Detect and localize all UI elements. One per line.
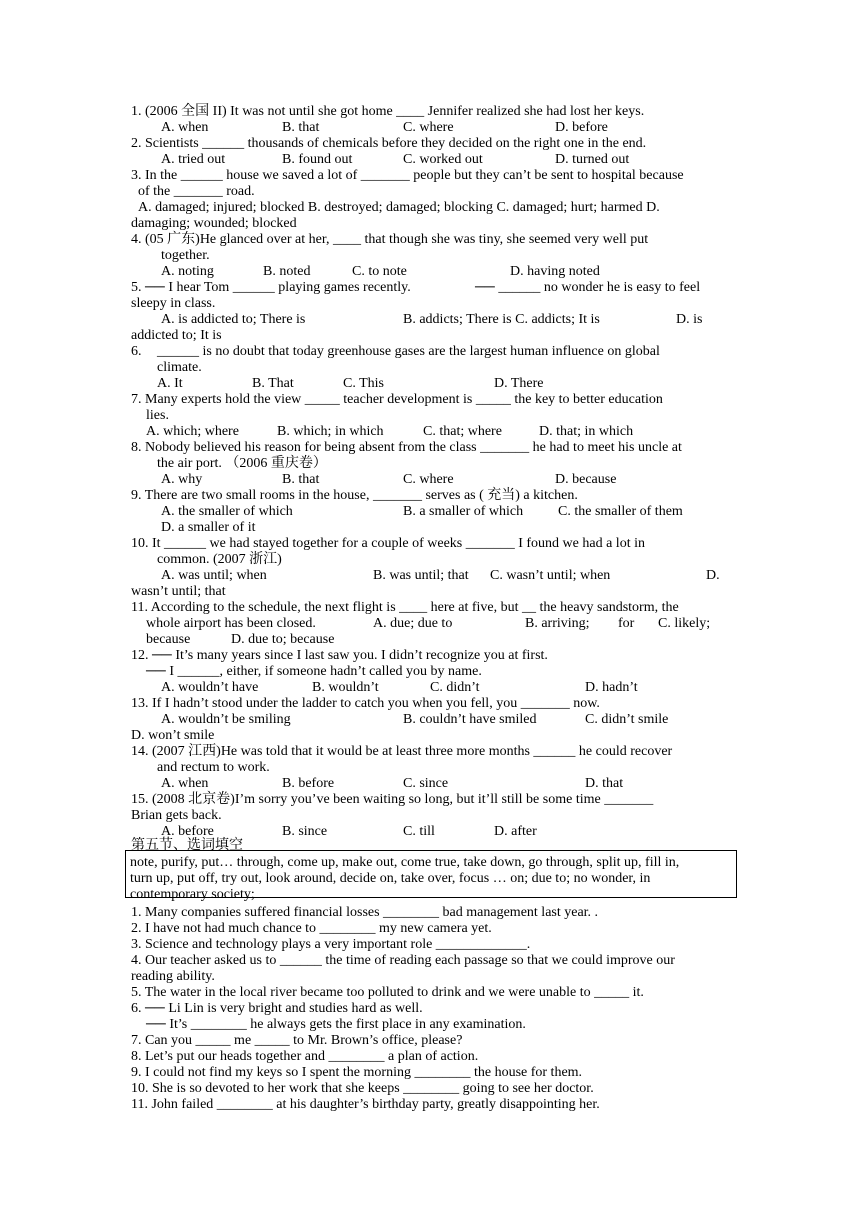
text-line: B. which; in which: [277, 424, 384, 439]
text-line: 4. Our teacher asked us to ______ the time of reading each passage so that we could improve our: [131, 953, 675, 968]
text-line: 15. (2008 北京卷)I’m sorry you’ve been waiting so long, but it’ll still be some time _______: [131, 792, 654, 807]
text-line: A. damaged; injured; blocked B. destroyed; damaged; blocking C. damaged; hurt; harmed D.: [138, 200, 660, 215]
text-line: 10. It ______ we had stayed together for a couple of weeks _______ I found we had a lot in: [131, 536, 645, 551]
text-line: A. was until; when: [161, 568, 267, 583]
text-line: 8. Let’s put our heads together and ________ a plan of action.: [131, 1049, 479, 1064]
text-line: A. wouldn’t have: [161, 680, 259, 695]
text-line: 1. Many companies suffered financial losses ________ bad management last year. .: [131, 905, 599, 920]
text-line: 11. According to the schedule, the next flight is ____ here at five, but __ the heavy sandstorm, the: [131, 600, 679, 615]
text-line: A. before: [161, 824, 214, 839]
text-line: sleepy in class.: [131, 296, 216, 311]
text-line: for: [618, 616, 635, 631]
text-line: 5. The water in the local river became too polluted to drink and we were unable to _____ it.: [131, 985, 644, 1000]
text-line: D. because: [555, 472, 617, 487]
text-line: A. is addicted to; There is: [161, 312, 306, 327]
text-line: C. worked out: [403, 152, 483, 167]
text-line: D. There: [494, 376, 544, 391]
text-line: C. the smaller of them: [558, 504, 683, 519]
text-line: D. turned out: [555, 152, 630, 167]
text-line: D. a smaller of it: [161, 520, 256, 535]
text-line: B. addicts; There is C. addicts; It is: [403, 312, 600, 327]
text-line: 9. I could not find my keys so I spent the morning ________ the house for them.: [131, 1065, 583, 1080]
text-line: D. that; in which: [539, 424, 634, 439]
text-line: B. before: [282, 776, 335, 791]
text-line: B. couldn’t have smiled: [403, 712, 537, 727]
text-line: whole airport has been closed.: [146, 616, 316, 631]
text-line: C. wasn’t until; when: [490, 568, 611, 583]
text-line: A. due; due to: [373, 616, 453, 631]
text-line: B. noted: [263, 264, 311, 279]
text-line: A. the smaller of which: [161, 504, 293, 519]
text-line: 4. (05 广东)He glanced over at her, ____ that though she was tiny, she seemed very well put: [131, 232, 649, 247]
text-line: 5. ── I hear Tom ______ playing games recently.: [131, 280, 411, 295]
text-line: addicted to; It is: [131, 328, 222, 343]
text-line: 1. (2006 全国 II) It was not until she got home ____ Jennifer realized she had lost her keys.: [131, 104, 645, 119]
text-line: turn up, put off, try out, look around, decide on, take over, focus … on; due to; no wonder, in: [130, 871, 651, 886]
text-line: 10. She is so devoted to her work that she keeps ________ going to see her doctor.: [131, 1081, 594, 1096]
text-line: D. before: [555, 120, 608, 135]
text-line: ______ is no doubt that today greenhouse gases are the largest human influence on global: [157, 344, 660, 359]
text-line: D. due to; because: [231, 632, 335, 647]
text-line: because: [146, 632, 191, 647]
text-line: 6.: [131, 344, 142, 359]
text-line: A. when: [161, 776, 209, 791]
text-line: damaging; wounded; blocked: [131, 216, 297, 231]
text-line: B. that: [282, 472, 320, 487]
text-line: C. where: [403, 120, 454, 135]
text-line: C. to note: [352, 264, 407, 279]
text-line: C. likely;: [658, 616, 711, 631]
text-line: A. wouldn’t be smiling: [161, 712, 291, 727]
text-line: 3. Science and technology plays a very important role _____________.: [131, 937, 531, 952]
text-line: common. (2007 浙江): [157, 552, 282, 567]
text-line: A. why: [161, 472, 203, 487]
text-line: B. wouldn’t: [312, 680, 379, 695]
text-line: 12. ── It’s many years since I last saw you. I didn’t recognize you at first.: [131, 648, 548, 663]
text-line: 8. Nobody believed his reason for being absent from the class _______ he had to meet his uncle at: [131, 440, 682, 455]
text-line: B. since: [282, 824, 328, 839]
text-line: lies.: [146, 408, 169, 423]
text-line: C. that; where: [423, 424, 502, 439]
text-line: D.: [706, 568, 720, 583]
text-line: D. that: [585, 776, 624, 791]
text-line: 6. ── Li Lin is very bright and studies hard as well.: [131, 1001, 423, 1016]
text-line: 第五节、选词填空: [131, 838, 243, 853]
text-line: D. hadn’t: [585, 680, 638, 695]
text-line: A. It: [157, 376, 183, 391]
text-line: 14. (2007 江西)He was told that it would be at least three more months ______ he could recover: [131, 744, 673, 759]
text-line: B. found out: [282, 152, 353, 167]
text-line: 2. Scientists ______ thousands of chemicals before they decided on the right one in the end.: [131, 136, 647, 151]
text-line: B. was until; that: [373, 568, 469, 583]
text-line: and rectum to work.: [157, 760, 270, 775]
text-line: the air port. （2006 重庆卷）: [157, 456, 327, 471]
text-line: 3. In the ______ house we saved a lot of _______ people but they can’t be sent to hospital because: [131, 168, 684, 183]
text-line: C. since: [403, 776, 449, 791]
text-line: A. tried out: [161, 152, 226, 167]
text-line: note, purify, put… through, come up, make out, come true, take down, go through, split up, fill in,: [130, 855, 680, 870]
text-line: B. arriving;: [525, 616, 590, 631]
text-line: B. that: [282, 120, 320, 135]
text-line: Brian gets back.: [131, 808, 222, 823]
text-line: C. This: [343, 376, 384, 391]
text-line: B. a smaller of which: [403, 504, 524, 519]
text-line: 2. I have not had much chance to ________ my new camera yet.: [131, 921, 492, 936]
text-line: ── It’s ________ he always gets the first place in any examination.: [146, 1017, 526, 1032]
text-line: D. after: [494, 824, 537, 839]
text-line: C. didn’t smile: [585, 712, 669, 727]
text-line: 7. Many experts hold the view _____ teacher development is _____ the key to better education: [131, 392, 663, 407]
text-line: reading ability.: [131, 969, 215, 984]
text-line: C. till: [403, 824, 435, 839]
text-line: D. won’t smile: [131, 728, 215, 743]
text-line: wasn’t until; that: [131, 584, 226, 599]
text-line: B. That: [252, 376, 294, 391]
text-line: C. didn’t: [430, 680, 480, 695]
text-line: A. noting: [161, 264, 214, 279]
text-line: ── ______ no wonder he is easy to feel: [475, 280, 701, 295]
text-line: ── I ______, either, if someone hadn’t called you by name.: [146, 664, 482, 679]
text-line: together.: [161, 248, 210, 263]
text-line: contemporary society;: [130, 887, 255, 902]
text-line: 7. Can you _____ me _____ to Mr. Brown’s office, please?: [131, 1033, 463, 1048]
text-line: 11. John failed ________ at his daughter’s birthday party, greatly disappointing her.: [131, 1097, 600, 1112]
text-line: climate.: [157, 360, 202, 375]
text-line: of the _______ road.: [138, 184, 255, 199]
text-line: D. having noted: [510, 264, 600, 279]
text-line: C. where: [403, 472, 454, 487]
text-line: D. is: [676, 312, 703, 327]
text-line: A. when: [161, 120, 209, 135]
text-line: 9. There are two small rooms in the house, _______ serves as ( 充当) a kitchen.: [131, 488, 578, 503]
text-line: 13. If I hadn’t stood under the ladder to catch you when you fell, you _______ now.: [131, 696, 600, 711]
text-line: A. which; where: [146, 424, 239, 439]
